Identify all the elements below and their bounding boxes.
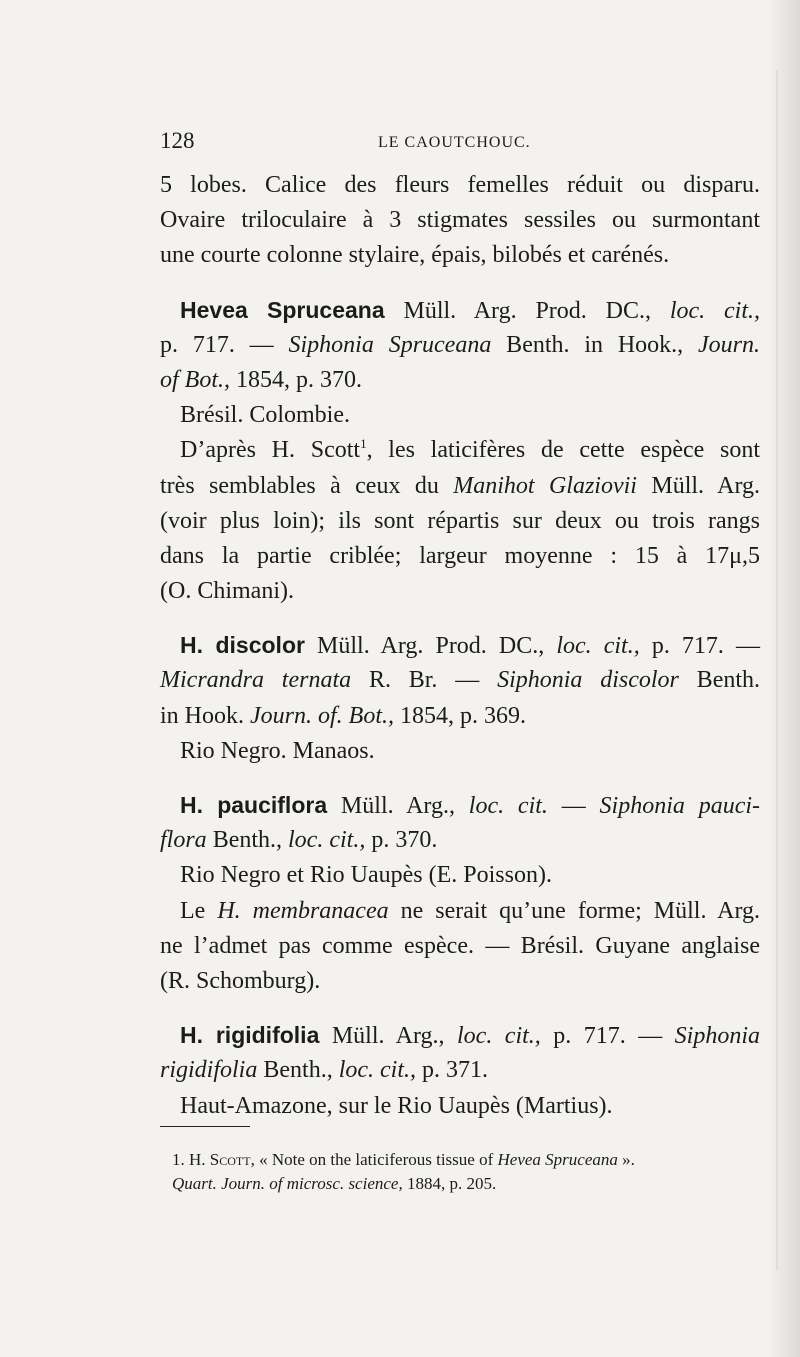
text-line: Le H. membranacea ne serait qu’une forme; Müll. Arg. [180,897,761,924]
text-line: rigidifolia Benth., loc. cit., p. 371. [160,1057,488,1084]
footnote-ref: 1 [360,436,367,452]
text-line: Haut-Amazone, sur le Rio Uaupès (Martius). [180,1092,613,1119]
text-line: flora Benth., loc. cit., p. 370. [160,827,438,854]
text-line: 5 lobes. Calice des fleurs femelles réduit ou disparu. [160,172,760,198]
text-line: Rio Negro et Rio Uaupès (E. Poisson). [180,862,552,889]
text-line: ne l’admet pas comme espèce. — Brésil. Guyane anglaise [160,932,760,959]
text-line: Micrandra ternata R. Br. — Siphonia discolor Benth. [160,667,761,694]
text-line: of Bot., 1854, p. 370. [160,366,362,393]
footnote [172,1148,760,1195]
text-line: très semblables à ceux du Manihot Glaziovii Müll. Arg. [160,472,761,499]
text-line: dans la partie criblée; largeur moyenne : 15 à 17μ,5 [160,542,760,569]
page-number: 128 [160,128,195,153]
species-name: Hevea Spruceana [180,296,385,323]
text-line: (O. Chimani). [160,578,294,605]
text-line: D’après H. Scott$^1$, les laticifères de cette espèce sont [180,436,760,464]
footnote-line: 1. H. Scott, « Note on the laticiferous tissue of Hevea Spruceana ». [172,1150,635,1169]
page-edge-shadow [768,0,800,1357]
body-text [160,168,760,1124]
text-line: in Hook. Journ. of. Bot., 1854, p. 369. [160,702,526,729]
species-heading-rigidifolia: H. rigidifolia Müll. Arg., loc. cit., p. 717. — Siphonia [180,1022,761,1050]
page-fold-line [776,70,778,1270]
text-line: Ovaire triloculaire à 3 stigmates sessiles ou surmontant [160,207,760,234]
text-line: (R. Schomburg). [160,967,321,994]
species-name: H. rigidifolia [180,1022,320,1049]
page-header [160,128,760,162]
running-title: LE CAOUTCHOUC. [378,134,531,151]
text-line: p. 717. — Siphonia Spruceana Benth. in Hook., Journ. [160,331,761,358]
text-line: Rio Negro. Manaos. [180,737,375,764]
species-heading-spruceana: Hevea Spruceana Müll. Arg. Prod. DC., loc. cit., [180,296,761,324]
species-name: H. pauciflora [180,792,328,818]
species-heading-discolor: H. discolor Müll. Arg. Prod. DC., loc. cit., p. 717. — [180,632,761,660]
species-name: H. discolor [180,632,305,659]
text-line: (voir plus loin); ils sont répartis sur deux ou trois rangs [160,507,760,534]
text-line: une courte colonne stylaire, épais, bilobés et carénés. [160,242,670,269]
text-line: Brésil. Colombie. [180,402,350,429]
footnote-line: Quart. Journ. of microsc. science, 1884, p. 205. [172,1173,497,1193]
species-heading-pauciflora: H. pauciflora Müll. Arg., loc. cit. — Siphonia pauci- [180,792,761,819]
footnote-rule [160,1126,250,1127]
